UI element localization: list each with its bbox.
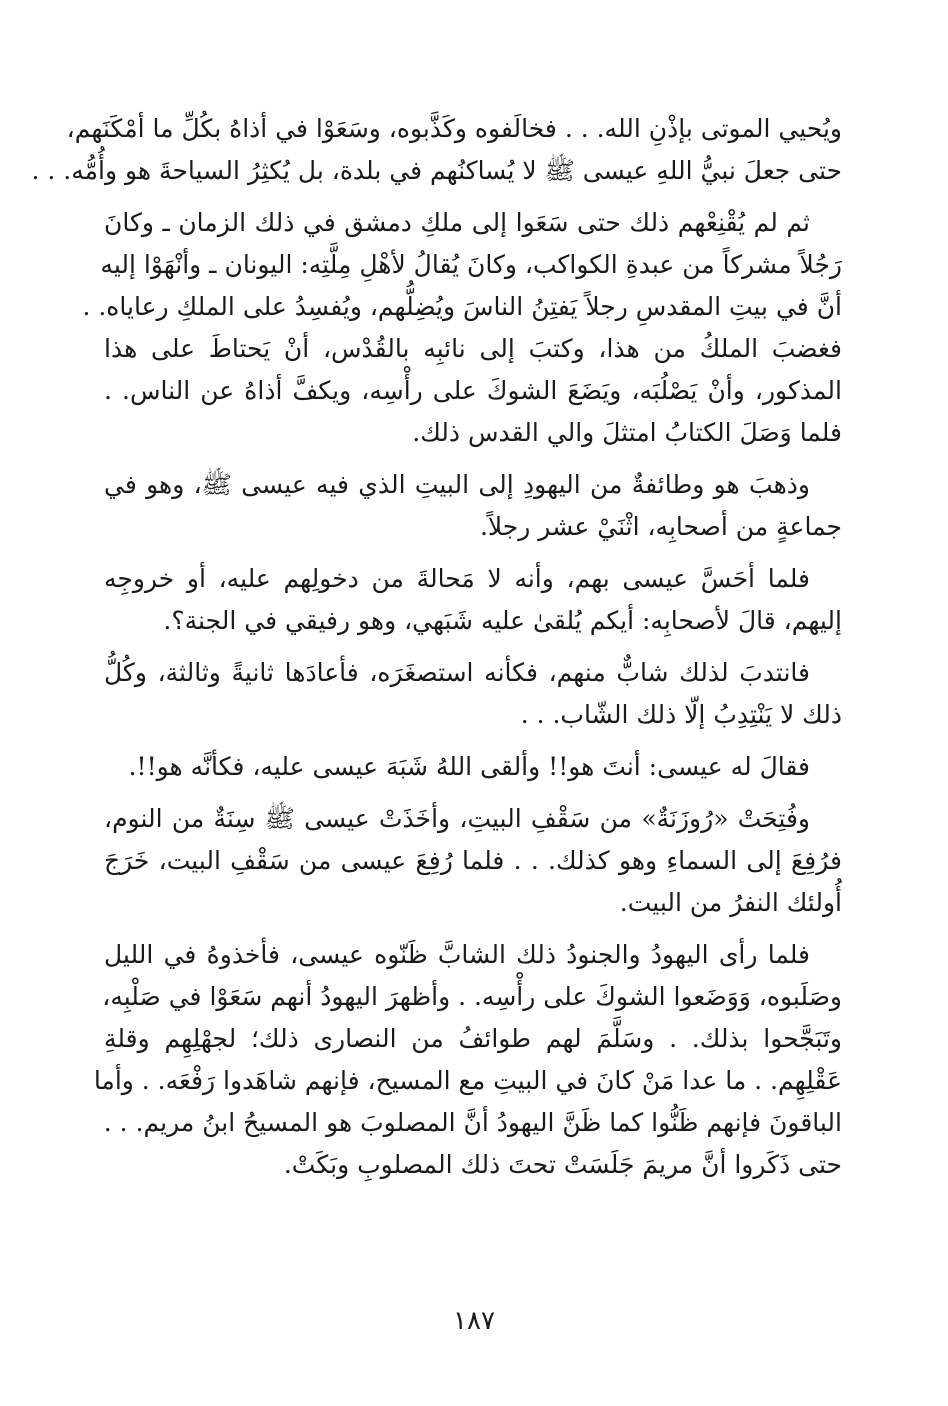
paragraph-4 — [104, 558, 842, 642]
text-line: وصَلَبوه، وَوَضَعوا الشوكَ على رأْسِه. . وأظهرَ اليهودُ أنهم سَعَوْا في صَلْبِه، — [102, 982, 842, 1011]
text-line: فغضبَ الملكُ من هذا، وكتبَ إلى نائبِه بالقُدْس، أنْ يَحتاطَ على هذا — [104, 334, 842, 363]
text-line: فلما وَصَلَ الكتابُ امتثلَ والي القدس ذلك. — [412, 418, 842, 447]
text-line: فرُفِعَ إلى السماءِ وهو كذلك. . . فلما رُفِعَ عيسى من سَقْفِ البيت، خَرَجَ — [104, 846, 842, 875]
text-line: عَقْلِهِم. . ما عدا مَنْ كانَ في البيتِ مع المسيح، فإنهم شاهَدوا رَفْعَه. . وأما — [93, 1066, 842, 1095]
text-line: ثم لم يُقْنِعْهم ذلك حتى سَعَوا إلى ملكِ دمشق في ذلك الزمان ـ وكانَ — [104, 208, 810, 237]
text-line: أنَّ في بيتِ المقدسِ رجلاً يَفتِنُ الناسَ ويُضِلُّهم، ويُفسِدُ على الملكِ رعاياه. . — [82, 292, 842, 321]
page-number: ١٨٧ — [453, 1306, 495, 1336]
text-line: فلما رأى اليهودُ والجنودُ ذلك الشابَّ ظَنّوه عيسى، فأخذوهُ في الليل — [104, 940, 810, 969]
text-line: وتَبَجَّحوا بذلك. . وسَلَّمَ لهم طوائفُ من النصارى ذلك؛ لجهْلِهِم وقلةِ — [104, 1024, 842, 1053]
text-line: المذكور، وأنْ يَصْلُبَه، ويَضَعَ الشوكَ على رأْسِه، ويكفَّ أذاهُ عن الناس. . — [104, 376, 842, 405]
paragraph-5 — [104, 652, 842, 736]
text-line: وفُتِحَتْ «رُوزَنَةٌ» من سَقْفِ البيتِ، وأخَذَتْ عيسى ﷺ سِنَةٌ من النوم، — [104, 804, 810, 833]
paragraph-7 — [104, 798, 842, 924]
page-body — [31, 108, 842, 1196]
paragraph-8 — [93, 934, 842, 1186]
text-line: فقالَ له عيسى: أنتَ هو!! وألقى اللهُ شَبَهَ عيسى عليه، فكأنَّه هو!!. — [128, 752, 810, 781]
text-line: فلما أحَسَّ عيسى بهم، وأنه لا مَحالةَ من دخولِهم عليه، أو خروجِه — [104, 564, 810, 593]
text-line: حتى ذَكَروا أنَّ مريمَ جَلَسَتْ تحتَ ذلك المصلوبِ وبَكَتْ. — [283, 1150, 842, 1179]
text-line: ويُحيي الموتى بإذْنِ الله. . . فخالَفوه وكَذَّبوه، وسَعَوْا في أذاهُ بكُلِّ ما أمْكَنَهم، — [66, 114, 842, 143]
text-line: حتى جعلَ نبيُّ اللهِ عيسى ﷺ لا يُساكنُهم في بلدة، بل يُكثِرُ السياحةَ هو وأُمُّه. . . — [31, 156, 842, 185]
text-line: وذهبَ هو وطائفةٌ من اليهودِ إلى البيتِ الذي فيه عيسى ﷺ، وهو في — [104, 470, 810, 499]
text-line: رَجُلاً مشركاً من عبدةِ الكواكب، وكانَ يُقالُ لأهْلِ مِلَّتِه: اليونان ـ وأنْهَوْا إليه — [100, 250, 842, 279]
text-line: فانتدبَ لذلك شابٌّ منهم، فكأنه استصغَرَه، فأعادَها ثانيةً وثالثة، وكُلُّ — [104, 658, 810, 687]
text-line: أُولئك النفرُ من البيت. — [619, 888, 842, 917]
paragraph-1 — [31, 108, 842, 192]
paragraph-6 — [104, 746, 842, 788]
text-line: الباقونَ فإنهم ظَنُّوا كما ظَنَّ اليهودُ أنَّ المصلوبَ هو المسيحُ ابنُ مريم. . . — [103, 1108, 842, 1137]
paragraph-3 — [104, 464, 842, 548]
text-line: جماعةٍ من أصحابِه، اثْنَيْ عشر رجلاً. — [479, 512, 842, 541]
text-line: إليهم، قالَ لأصحابِه: أيكم يُلقىٰ عليه شَبَهي، وهو رفيقي في الجنة؟. — [163, 606, 842, 635]
paragraph-2 — [82, 202, 842, 454]
text-line: ذلك لا يَنْتِدِبُ إلّا ذلك الشّاب. . . — [520, 700, 842, 729]
